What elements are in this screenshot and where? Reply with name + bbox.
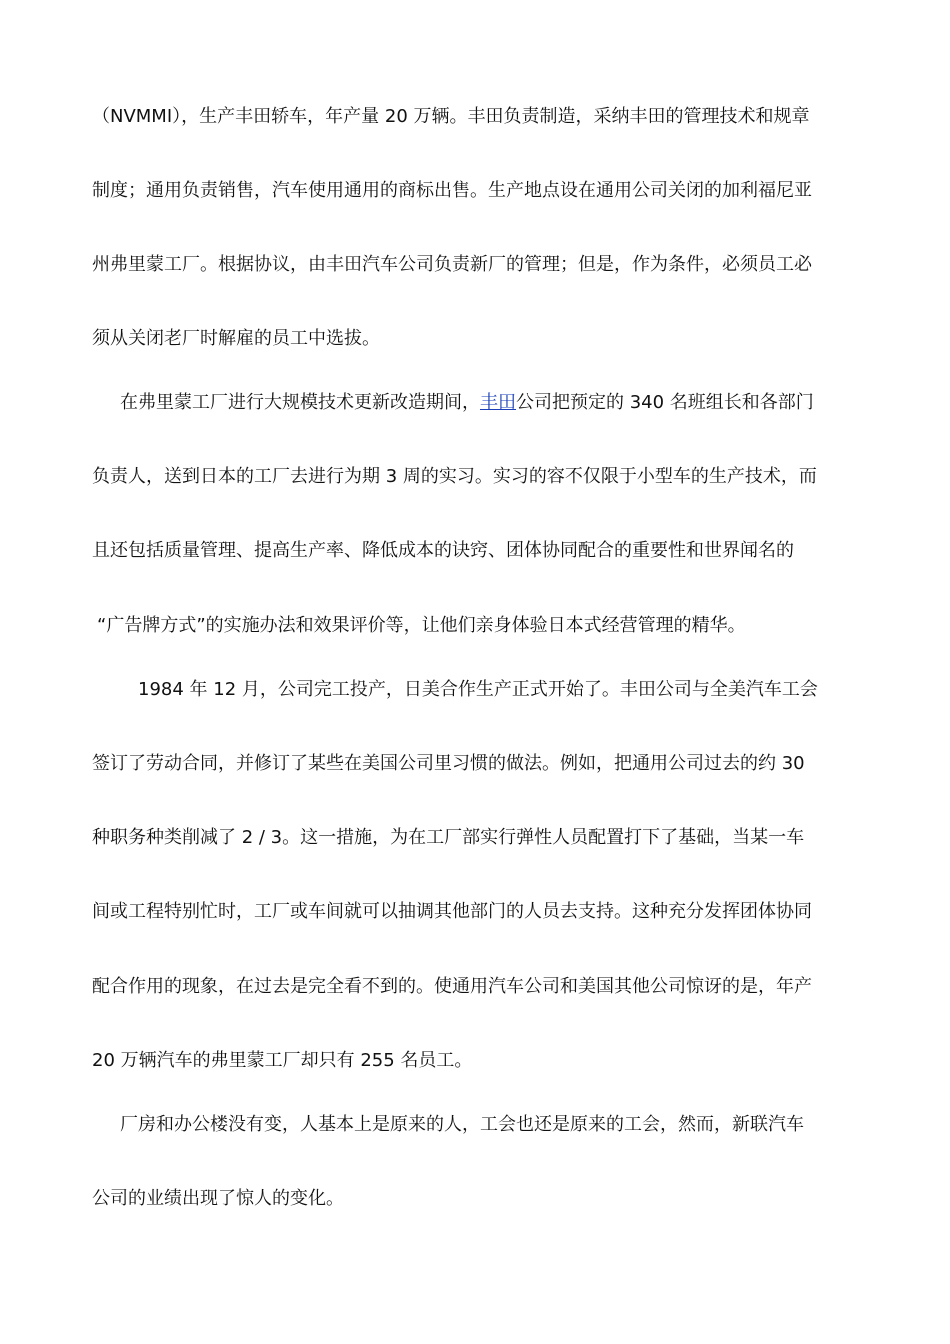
paragraph-1-line-1: （NVMMI），生产丰田轿车，年产量 20 万辆。丰田负责制造，采纳丰田的管理技术和规章 (92, 106, 810, 127)
toyota-link[interactable]: 丰田 (480, 392, 516, 413)
paragraph-3-line-1: 1984 年 12 月，公司完工投产，日美合作生产正式开始了。丰田公司与全美汽车工会 (138, 679, 818, 700)
paragraph-3-line-2: 签订了劳动合同，并修订了某些在美国公司里习惯的做法。例如，把通用公司过去的约 30 (92, 753, 805, 774)
paragraph-1-line-4: 须从关闭老厂时解雇的员工中选拔。 (92, 328, 380, 349)
paragraph-2-line-2: 负责人，送到日本的工厂去进行为期 3 周的实习。实习的容不仅限于小型车的生产技术，而 (92, 466, 817, 487)
paragraph-2-line-4: “广告牌方式”的实施办法和效果评价等，让他们亲身体验日本式经营管理的精华。 (97, 615, 746, 636)
paragraph-1-line-3: 州弗里蒙工厂。根据协议，由丰田汽车公司负责新厂的管理；但是，作为条件，必须员工必 (92, 254, 812, 275)
paragraph-3-line-4: 间或工程特别忙时，工厂或车间就可以抽调其他部门的人员去支持。这种充分发挥团体协同 (92, 901, 812, 922)
paragraph-2-line-1-text-after: 公司把预定的 340 名班组长和各部门 (516, 392, 814, 413)
paragraph-4-line-1: 厂房和办公楼没有变，人基本上是原来的人，工会也还是原来的工会，然而，新联汽车 (120, 1114, 804, 1135)
paragraph-3-line-6: 20 万辆汽车的弗里蒙工厂却只有 255 名员工。 (92, 1050, 473, 1071)
paragraph-3-line-5: 配合作用的现象，在过去是完全看不到的。使通用汽车公司和美国其他公司惊讶的是，年产 (92, 976, 812, 997)
paragraph-2-line-1 (120, 391, 814, 415)
paragraph-2-line-1-text-before: 在弗里蒙工厂进行大规模技术更新改造期间， (120, 392, 480, 413)
paragraph-2-line-3: 且还包括质量管理、提高生产率、降低成本的诀窍、团体协同配合的重要性和世界闻名的 (92, 540, 794, 561)
paragraph-4-line-2: 公司的业绩出现了惊人的变化。 (92, 1188, 344, 1209)
paragraph-1-line-2: 制度；通用负责销售，汽车使用通用的商标出售。生产地点设在通用公司关闭的加利福尼亚 (92, 180, 812, 201)
paragraph-3-line-3: 种职务种类削减了 2 / 3。这一措施，为在工厂部实行弹性人员配置打下了基础，当某一车 (92, 827, 805, 848)
